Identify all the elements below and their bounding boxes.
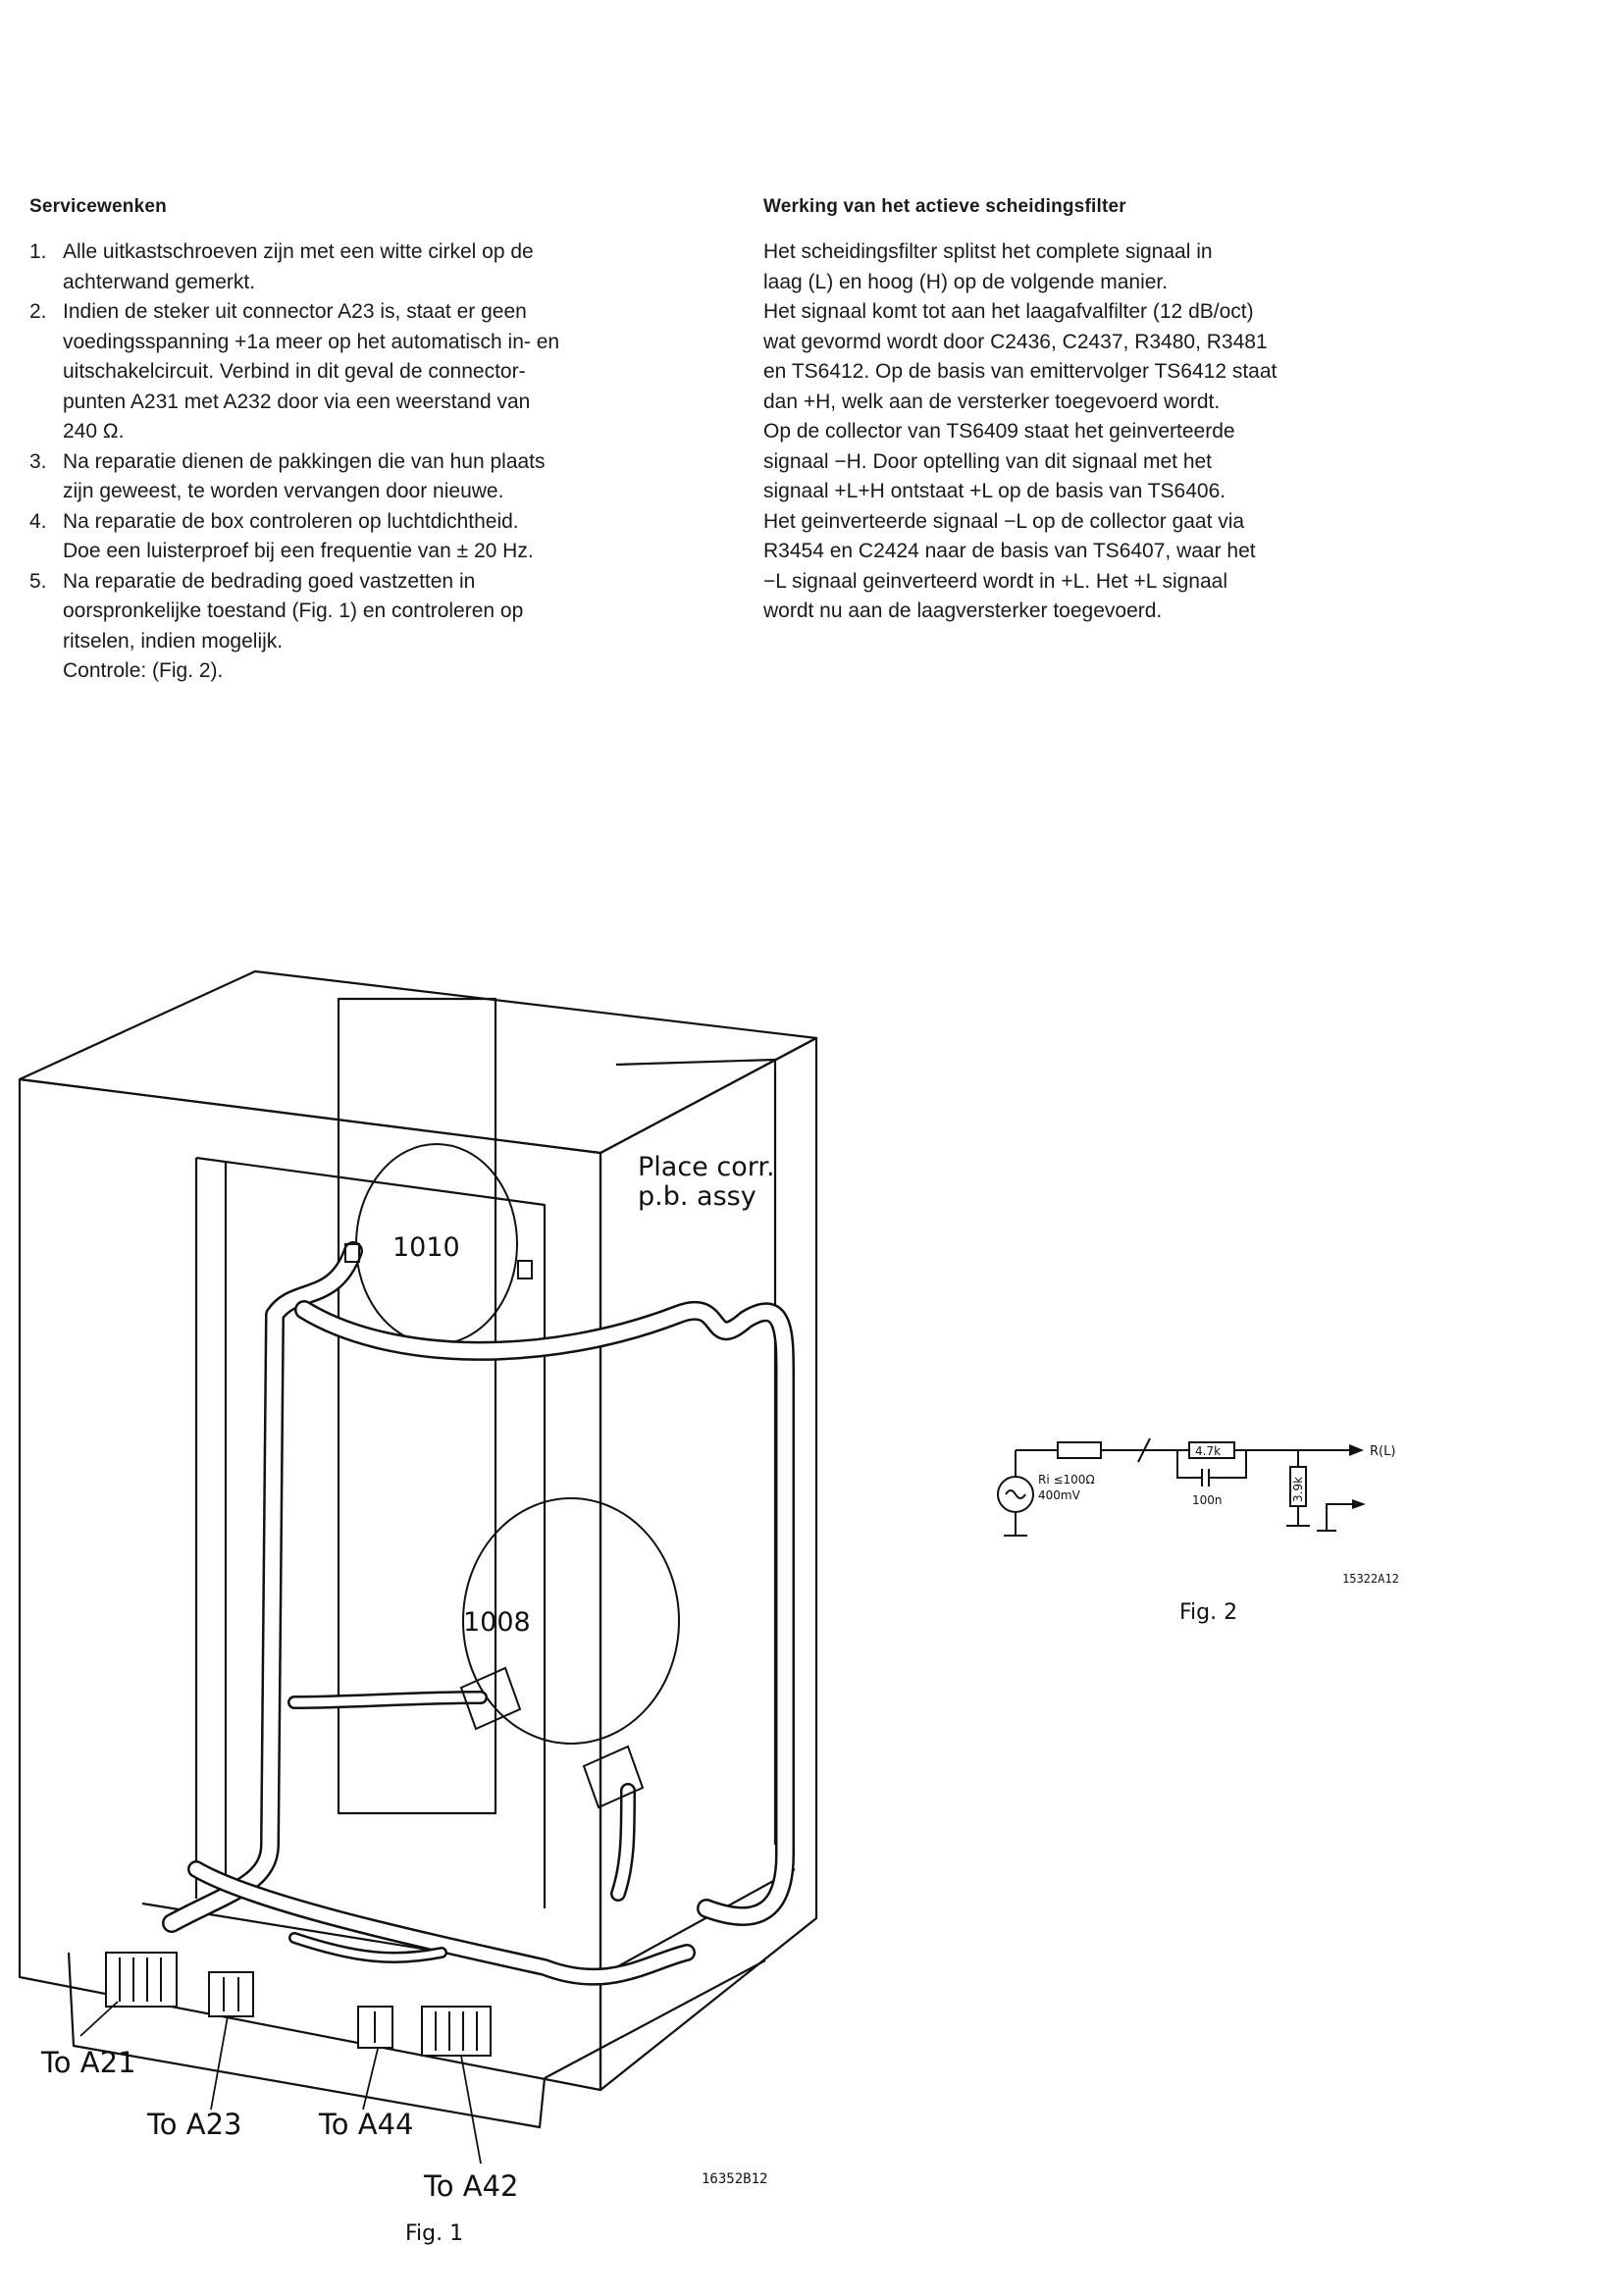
item-line: Controle: (Fig. 2). (63, 659, 224, 682)
paragraph-line: wat gevormd wordt door C2436, C2437, R3480, R3481 (763, 330, 1268, 353)
item-line: zijn geweest, te worden vervangen door nieuwe. (63, 480, 504, 502)
fig1-caption: Fig. 1 (405, 2221, 464, 2246)
to-a44-label: To A44 (319, 2108, 414, 2141)
item-number: 4. (29, 509, 47, 533)
to-a42-label: To A42 (424, 2169, 519, 2203)
place-pcb-label-line2: p.b. assy (638, 1181, 756, 1212)
capacitor-100n-label: 100n (1192, 1493, 1223, 1507)
item-line: ritselen, indien mogelijk. (63, 629, 284, 652)
to-a23-label: To A23 (147, 2108, 242, 2141)
fig2-caption: Fig. 2 (1179, 1600, 1238, 1625)
item-line: Na reparatie de bedrading goed vastzetten in (63, 569, 476, 593)
source-voltage-label: 400mV (1038, 1488, 1080, 1502)
paragraph-line: laag (L) en hoog (H) op de volgende manier. (763, 270, 1169, 293)
paragraph-line: R3454 en C2424 naar de basis van TS6407, waar het (763, 540, 1256, 562)
item-line: uitschakelcircuit. Verbind in dit geval de connector- (63, 360, 526, 383)
service-tips-heading: Servicewenken (29, 196, 167, 217)
item-line: punten A231 met A232 door via een weerstand van (63, 390, 531, 413)
output-arrow-icon (1349, 1444, 1364, 1456)
paragraph-line: −L signaal geinverteerd wordt in +L. Het +L signaal (763, 569, 1227, 593)
item-number: 1. (29, 240, 47, 263)
paragraph-line: signaal +L+H ontstaat +L op de basis van TS6406. (763, 480, 1226, 502)
speaker-1008-label: 1008 (463, 1607, 531, 1638)
item-line: Doe een luisterproef bij een frequentie van ± 20 Hz. (63, 540, 534, 562)
paragraph-line: signaal −H. Door optelling van dit signaal met het (763, 449, 1213, 473)
paragraph-line: Het scheidingsfilter splitst het complete signaal in (763, 240, 1213, 263)
place-pcb-label-line1: Place corr. (638, 1152, 775, 1182)
paragraph-line: Het signaal komt tot aan het laagafvalfilter (12 dB/oct) (763, 300, 1254, 323)
ground-arrow-icon (1352, 1499, 1366, 1509)
resistor-3k9-label: 3.9k (1291, 1476, 1305, 1502)
paragraph-line: dan +H, welk aan de versterker toegevoerd wordt. (763, 390, 1221, 413)
paragraph-line: Op de collector van TS6409 staat het geinverteerde (763, 420, 1235, 443)
to-a21-label: To A21 (41, 2046, 136, 2079)
item-line: achterwand gemerkt. (63, 270, 256, 293)
source-resistance-label: Ri ≤100Ω (1038, 1473, 1095, 1487)
paragraph-line: Het geinverteerde signaal −L op de collector gaat via (763, 509, 1245, 533)
paragraph-line: en TS6412. Op de basis van emittervolger TS6412 staat (763, 360, 1278, 383)
item-line: oorspronkelijke toestand (Fig. 1) en controleren op (63, 600, 524, 622)
resistor-4k7-label: 4.7k (1195, 1444, 1222, 1458)
item-number: 3. (29, 449, 47, 473)
fig1-code: 16352B12 (702, 2171, 768, 2187)
item-line: Alle uitkastschroeven zijn met een witte cirkel op de (63, 240, 534, 263)
item-line: 240 Ω. (63, 420, 125, 443)
active-filter-heading: Werking van het actieve scheidingsfilter (763, 196, 1126, 217)
output-label: R(L) (1370, 1444, 1396, 1459)
item-number: 5. (29, 569, 47, 593)
source-resistor (1058, 1442, 1101, 1458)
item-line: voedingsspanning +1a meer op het automatisch in- en (63, 330, 560, 353)
fig2-code: 15322A12 (1342, 1572, 1399, 1586)
paragraph-line: wordt nu aan de laagversterker toegevoerd. (763, 600, 1163, 622)
item-line: Na reparatie de box controleren op luchtdichtheid. (63, 509, 519, 533)
speaker-1010-label: 1010 (392, 1232, 460, 1263)
item-line: Indien de steker uit connector A23 is, staat er geen (63, 300, 527, 323)
item-line: Na reparatie dienen de pakkingen die van hun plaats (63, 449, 546, 473)
item-number: 2. (29, 300, 47, 323)
